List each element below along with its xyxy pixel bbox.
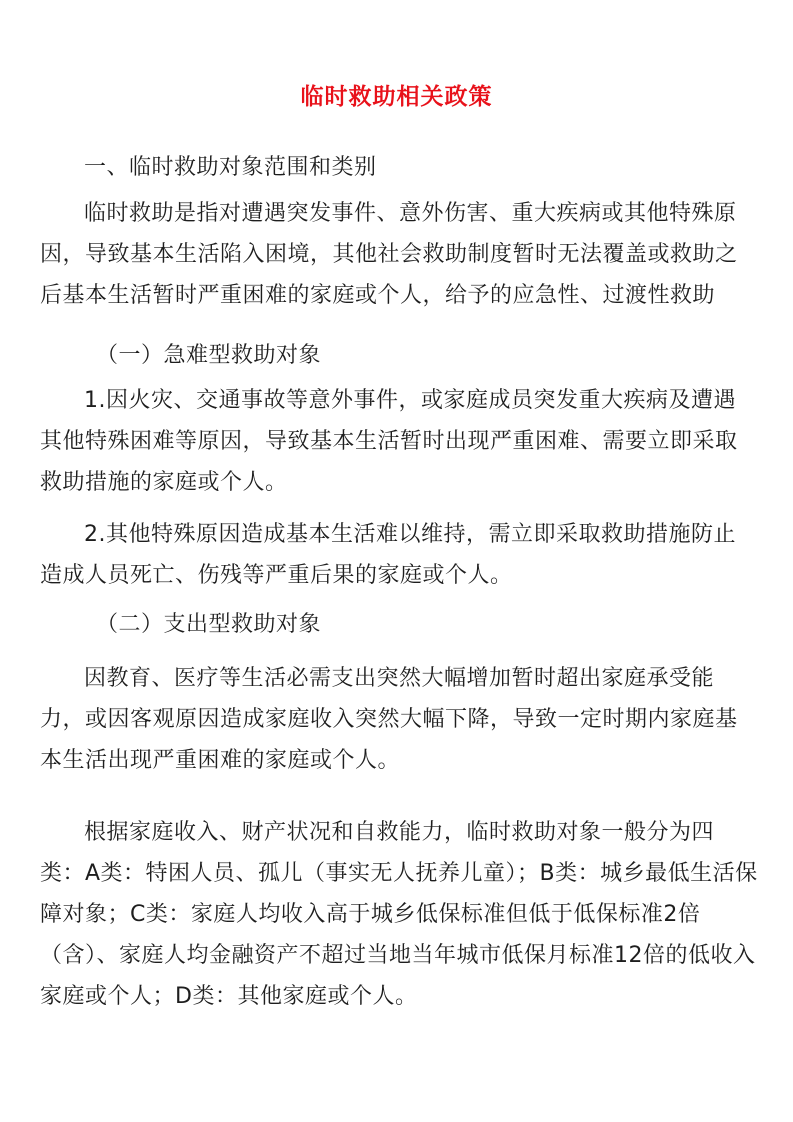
paragraph-emergency-2: 2.其他特殊原因造成基本生活难以维持，需立即采取救助措施防止造成人员死亡、伤残等严重后果的家庭或个人。 [40, 522, 736, 588]
section-heading-1: 一、临时救助对象范围和类别 [84, 155, 377, 180]
paragraph-emergency-1: 1.因火灾、交通事故等意外事件，或家庭成员突发重大疾病及遭遇其他特殊困难等原因，导致基本生活暂时出现严重困难、需要立即采取救助措施的家庭或个人。 [40, 388, 738, 495]
subsection-heading-emergency: （一）急难型救助对象 [96, 343, 322, 368]
document-title: 临时救助相关政策 [300, 84, 493, 110]
paragraph-expenditure: 因教育、医疗等生活必需支出突然大幅增加暂时超出家庭承受能力，或因客观原因造成家庭收入突然大幅下降，导致一定时期内家庭基本生活出现严重困难的家庭或个人。 [40, 666, 738, 773]
subsection-heading-expenditure: （二）支出型救助对象 [96, 612, 322, 637]
paragraph-categories: 根据家庭收入、财产状况和自救能力，临时救助对象一般分为四类：A类：特困人员、孤儿（事实无人抚养儿童）；B类：城乡最低生活保障对象；C类：家庭人均收入高于城乡低保标准但低于低保标准2倍（含）、家庭人均金融资产不超过当地当年城市低保月标准12倍的低收入家庭或个人；D类：其他家庭或个人。 [40, 820, 758, 1009]
paragraph-definition: 临时救助是指对遭遇突发事件、意外伤害、重大疾病或其他特殊原因，导致基本生活陷入困境，其他社会救助制度暂时无法覆盖或救助之后基本生活暂时严重困难的家庭或个人，给予的应急性、过渡性救助 [40, 201, 738, 308]
